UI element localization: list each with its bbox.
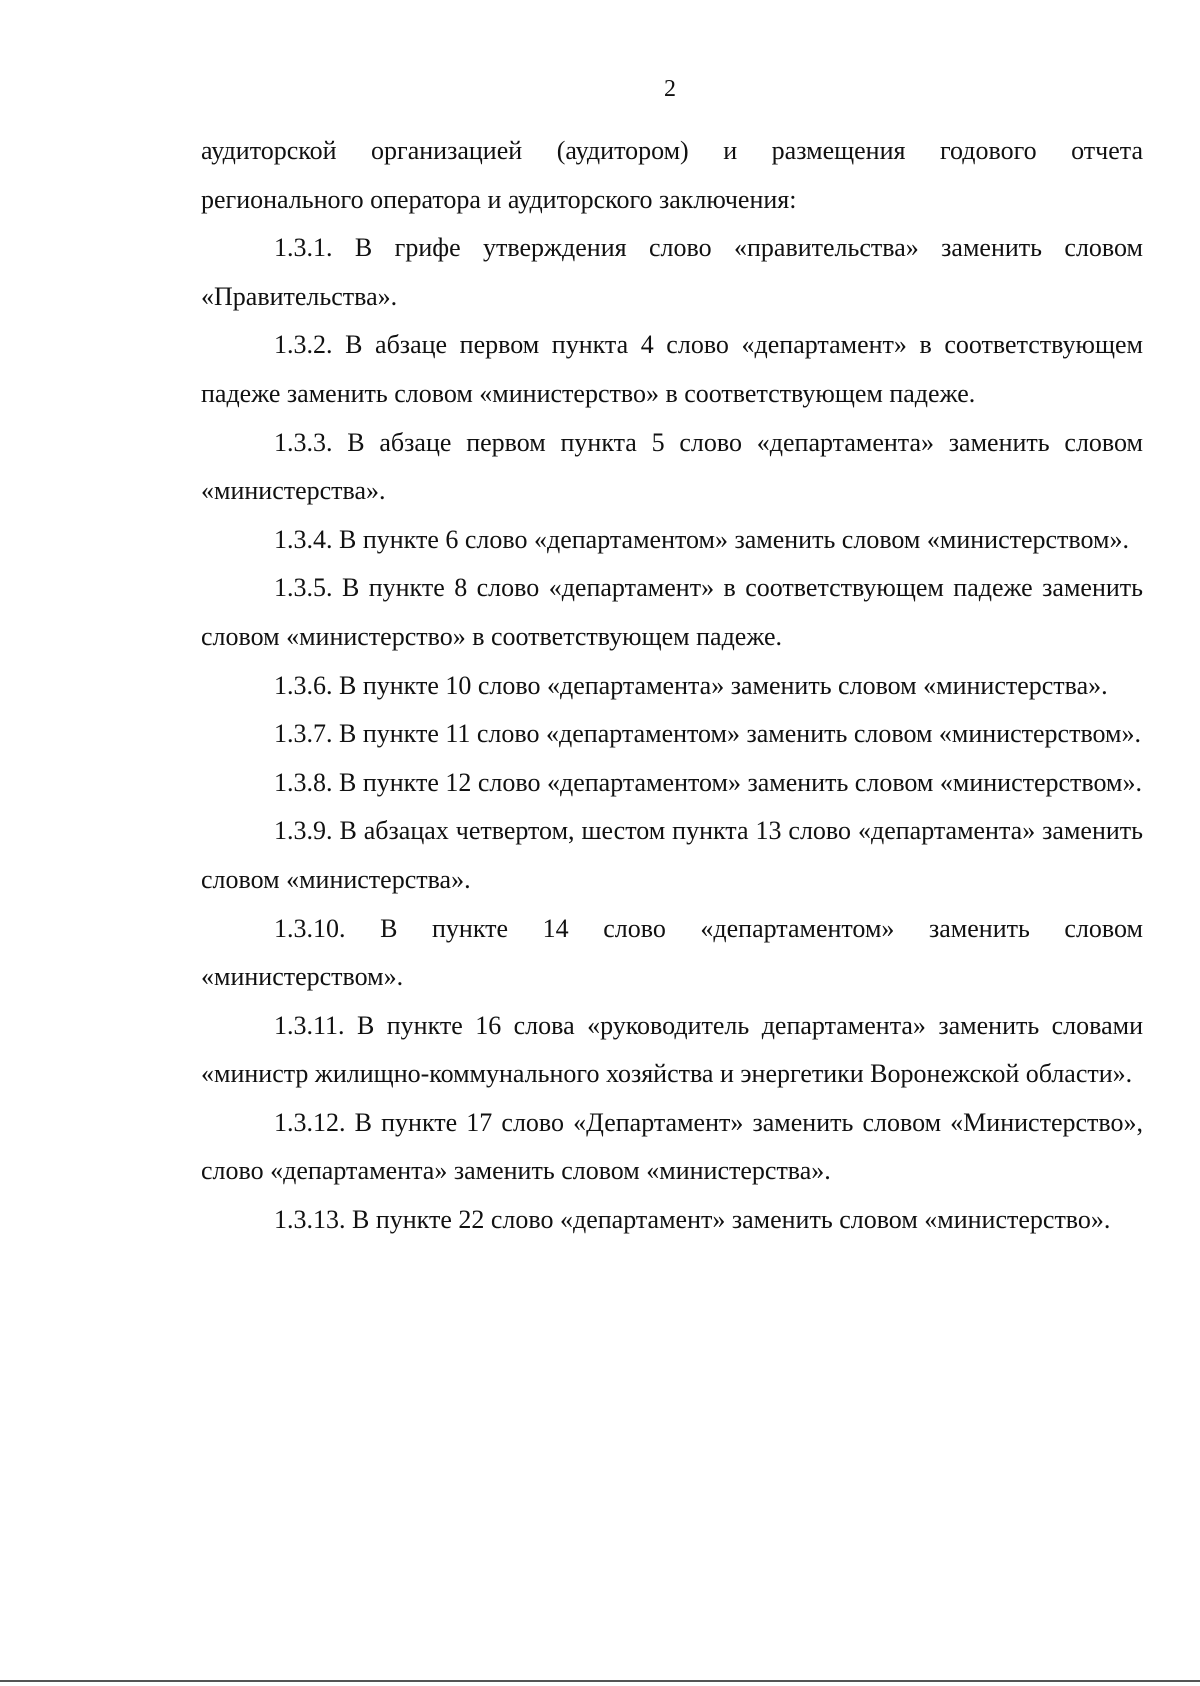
paragraph-1-3-8: 1.3.8. В пункте 12 слово «департаментом» заменить словом «министерством». [274, 767, 1142, 797]
paragraph-1-3-3: 1.3.3. В абзаце первом пункта 5 слово «департамента» заменить словом «министерства». [201, 427, 1143, 506]
paragraph-1-3-13: 1.3.13. В пункте 22 слово «департамент» заменить словом «министерство». [274, 1205, 1111, 1235]
scan-bottom-edge [0, 1680, 1200, 1682]
paragraph-1-3-11: 1.3.11. В пункте 16 слова «руководитель департамента» заменить словами «министр жилищно-коммунального хозяйства и энергетики Воронежской области». [201, 1010, 1143, 1089]
paragraph-1-3-1: 1.3.1. В грифе утверждения слово «правительства» заменить словом «Правительства». [201, 233, 1143, 311]
paragraph-intro: аудиторской организацией (аудитором) и размещения годового отчета регионального оператора и аудиторского заключения: [201, 136, 1143, 214]
paragraph-1-3-2: 1.3.2. В абзаце первом пункта 4 слово «департамент» в соответствующем падеже заменить словом «министерство» в соответствующем падеже. [201, 330, 1143, 408]
page-number: 2 [664, 76, 676, 102]
paragraph-1-3-6: 1.3.6. В пункте 10 слово «департамента» заменить словом «министерства». [274, 670, 1108, 700]
paragraph-1-3-5: 1.3.5. В пункте 8 слово «департамент» в соответствующем падеже заменить словом «министерство» в соответствующем падеже. [201, 573, 1143, 651]
paragraph-1-3-10: 1.3.10. В пункте 14 слово «департаментом» заменить словом «министерством». [201, 913, 1143, 992]
paragraph-1-3-9: 1.3.9. В абзацах четвертом, шестом пункта 13 слово «департамента» заменить словом «министерства». [201, 816, 1143, 894]
paragraph-1-3-7: 1.3.7. В пункте 11 слово «департаментом» заменить словом «министерством». [274, 719, 1142, 749]
paragraph-1-3-4: 1.3.4. В пункте 6 слово «департаментом» заменить словом «министерством». [274, 524, 1129, 554]
document-body [201, 127, 1143, 1245]
paragraph-1-3-12: 1.3.12. В пункте 17 слово «Департамент» заменить словом «Министерство», слово «департамента» заменить словом «министерства». [201, 1107, 1143, 1186]
